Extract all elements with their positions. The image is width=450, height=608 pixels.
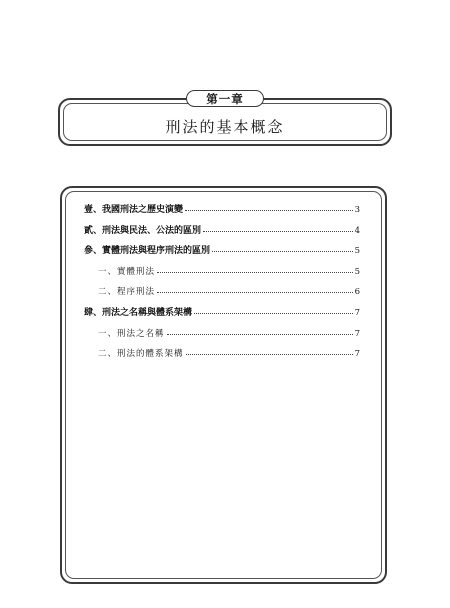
dot-leader [157,284,353,293]
toc-subentry-page: 7 [354,349,360,360]
dot-leader [185,202,353,211]
toc-entry[interactable] [84,244,360,265]
toc-entry[interactable] [84,306,360,327]
chapter-title: 刑法的基本概念 [165,118,285,136]
dot-leader [167,326,353,335]
toc-subentry-label: 一、刑法之名稱 [98,328,165,339]
toc-entry-label: 壹、我國刑法之歷史演變 [84,205,184,215]
toc-subentry-label: 二、程序刑法 [98,287,156,298]
toc-subentry-page: 5 [354,266,360,277]
dot-leader [194,305,353,314]
chapter-number-tag: 第一章 [186,90,264,107]
toc-subentry[interactable] [84,347,360,368]
dot-leader [203,223,353,232]
toc-subentry-label: 一、實體刑法 [98,266,156,277]
toc-entry-page: 4 [354,225,360,236]
toc-subentry-label: 二、刑法的體系架構 [98,349,184,360]
toc-entry-page: 5 [354,246,360,257]
toc-subentry[interactable] [84,285,360,306]
toc-entry-label: 參、實體刑法與程序刑法的區別 [84,246,211,257]
table-of-contents [84,203,360,368]
toc-entry[interactable] [84,224,360,245]
toc-subentry[interactable] [84,265,360,286]
toc-entry-label: 肆、刑法之名稱與體系架構 [84,307,193,318]
dot-leader [212,243,353,252]
toc-entry-page: 3 [354,205,360,215]
toc-entry-label: 貳、刑法與民法、公法的區別 [84,225,202,236]
toc-subentry[interactable] [84,327,360,348]
toc-subentry-page: 6 [354,287,360,298]
toc-subentry-page: 7 [354,328,360,339]
toc-entry[interactable] [84,203,360,224]
dot-leader [186,346,353,355]
toc-entry-page: 7 [354,307,360,318]
dot-leader [157,264,353,273]
